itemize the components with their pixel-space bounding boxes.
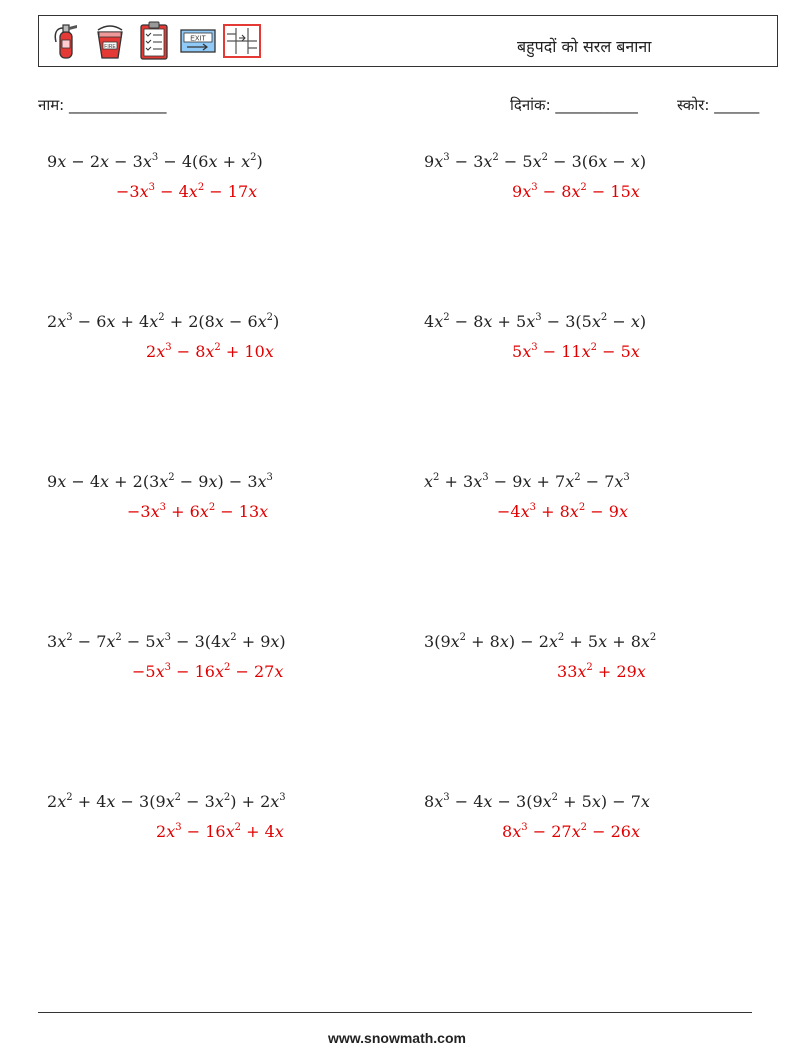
problem-question: $9x - 4x + 2(3x^2 - 9x) - 3x^3$ [47,472,273,491]
problem-question: $9x^3 - 3x^2 - 5x^2 - 3(6x - x)$ [424,152,647,171]
score-field: स्कोर: ______ [677,96,760,114]
problem-answer: $-4x^3 + 8x^2 - 9x$ [497,502,628,521]
header-icons [47,20,261,62]
problem-question: $3x^2 - 7x^2 - 5x^3 - 3(4x^2 + 9x)$ [47,632,286,651]
problem-question: $9x - 2x - 3x^3 - 4(6x + x^2)$ [47,152,263,171]
fire-bucket-icon [91,20,129,62]
problem-answer: $5x^3 - 11x^2 - 5x$ [512,342,640,361]
problem-question: $x^2 + 3x^3 - 9x + 7x^2 - 7x^3$ [424,472,630,491]
problem-answer: $-3x^3 + 6x^2 - 13x$ [127,502,269,521]
problem-answer: $2x^3 - 8x^2 + 10x$ [146,342,274,361]
svg-text:EXIT: EXIT [190,35,206,43]
problem-question: $3(9x^2 + 8x) - 2x^2 + 5x + 8x^2$ [424,632,657,651]
exit-sign-icon [179,20,217,62]
floor-plan-icon [223,20,261,62]
problem-answer: $9x^3 - 8x^2 - 15x$ [512,182,640,201]
problem-answer: $2x^3 - 16x^2 + 4x$ [156,822,284,841]
worksheet-header [38,15,778,67]
checklist-icon [135,20,173,62]
name-field: नाम: _____________ [38,96,167,114]
worksheet-title: बहुपदों को सरल बनाना [517,37,652,56]
problem-answer: $8x^3 - 27x^2 - 26x$ [502,822,640,841]
problem-question: $4x^2 - 8x + 5x^3 - 3(5x^2 - x)$ [424,312,647,331]
svg-text:FIRE: FIRE [104,44,116,50]
footer-website: www.snowmath.com [328,1030,466,1046]
problem-answer: $33x^2 + 29x$ [557,662,646,681]
fire-extinguisher-icon [47,20,85,62]
footer-divider [38,1012,752,1013]
problem-question: $8x^3 - 4x - 3(9x^2 + 5x) - 7x$ [424,792,650,811]
date-field: दिनांक: ___________ [510,96,638,114]
problem-answer: $-3x^3 - 4x^2 - 17x$ [116,182,258,201]
problem-question: $2x^3 - 6x + 4x^2 + 2(8x - 6x^2)$ [47,312,280,331]
problem-question: $2x^2 + 4x - 3(9x^2 - 3x^2) + 2x^3$ [47,792,286,811]
problem-answer: $-5x^3 - 16x^2 - 27x$ [132,662,284,681]
